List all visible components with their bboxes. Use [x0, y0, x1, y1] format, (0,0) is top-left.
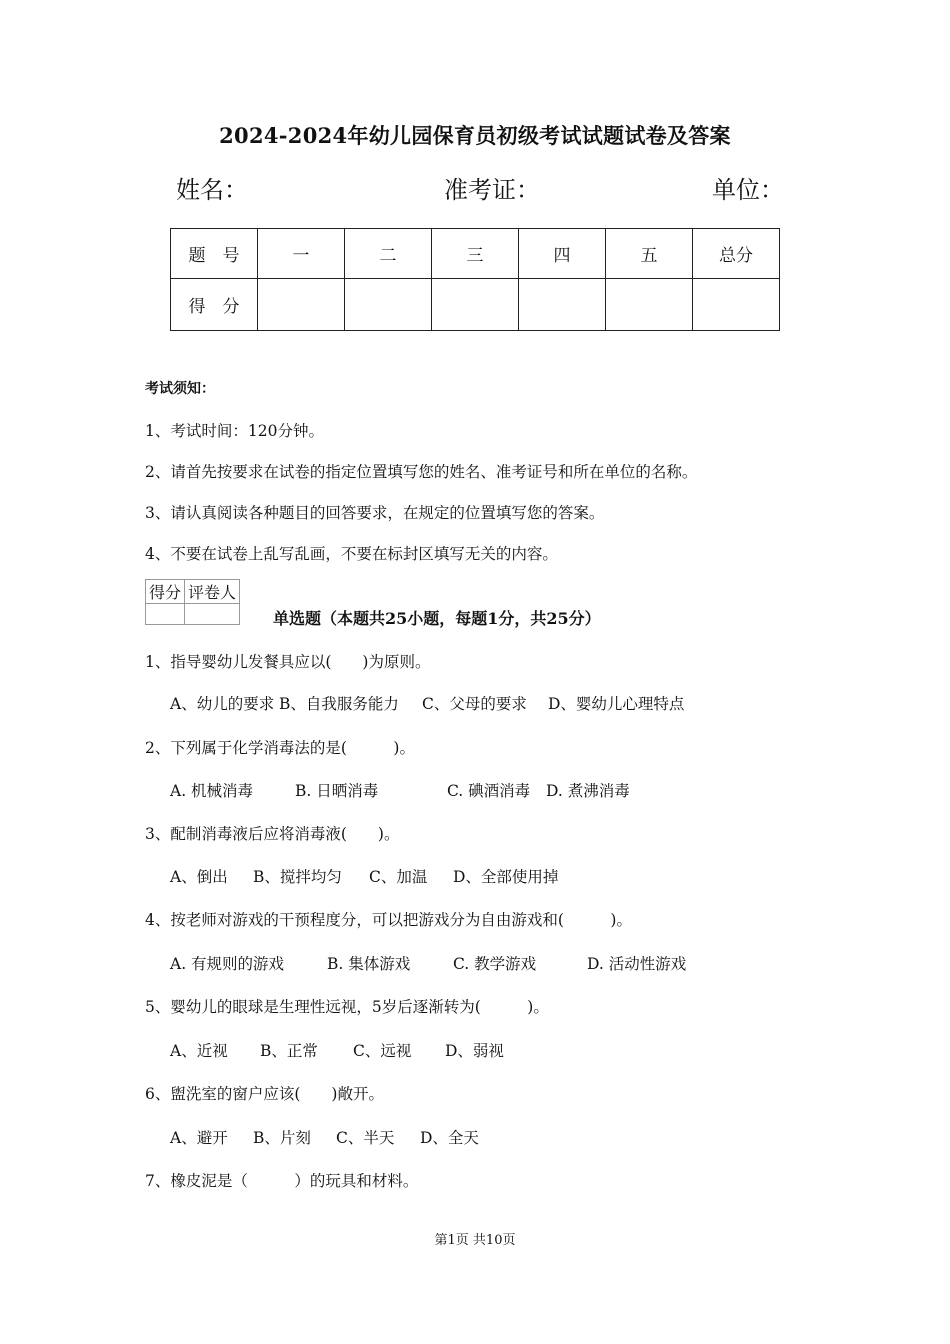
question-4: 4、按老师对游戏的干预程度分，可以把游戏分为自由游戏和( )。 [145, 911, 632, 929]
header-cell-total: 总分 [693, 229, 780, 279]
notice-item: 2、请首先按要求在试卷的指定位置填写您的姓名、准考证号和所在单位的名称。 [145, 463, 698, 481]
header-cell-3: 三 [432, 229, 519, 279]
question-1-options [170, 692, 684, 714]
unit-field-label: 单位： [712, 176, 784, 204]
grader-score-label: 得分 [146, 580, 185, 604]
score-cell [432, 279, 519, 331]
option: C、父母的要求 [422, 695, 527, 713]
option: D、全部使用掉 [453, 868, 559, 886]
header-cell-1: 一 [258, 229, 345, 279]
score-table-header-row [171, 229, 780, 279]
question-5: 5、婴幼儿的眼球是生理性远视，5岁后逐渐转为( )。 [145, 998, 549, 1016]
score-cell [345, 279, 432, 331]
notice-item: 1、考试时间：120分钟。 [145, 422, 324, 440]
score-cell [693, 279, 780, 331]
option: A、倒出 [170, 868, 228, 886]
option: C、加温 [369, 868, 428, 886]
header-cell-5: 五 [606, 229, 693, 279]
score-cell [606, 279, 693, 331]
notice-item: 4、不要在试卷上乱写乱画，不要在标封区填写无关的内容。 [145, 545, 558, 563]
question-6: 6、盥洗室的窗户应该( )敞开。 [145, 1085, 384, 1103]
option: D、婴幼儿心理特点 [548, 695, 685, 713]
option: D、弱视 [445, 1042, 504, 1060]
question-5-options [170, 1039, 504, 1061]
header-cell-2: 二 [345, 229, 432, 279]
grader-score-cell [146, 604, 185, 625]
option: A、近视 [170, 1042, 228, 1060]
question-2-options [170, 779, 630, 801]
option: A. 机械消毒 [170, 782, 254, 800]
score-cell [258, 279, 345, 331]
option: C. 碘酒消毒 [447, 782, 531, 800]
exam-id-field-label: 准考证： [444, 176, 540, 204]
grader-reviewer-cell [185, 604, 240, 625]
option: A. 有规则的游戏 [170, 955, 285, 973]
score-table [170, 228, 780, 331]
page-footer: 第1页 共10页 [434, 1233, 516, 1248]
document-title: 2024-2024年幼儿园保育员初级考试试题试卷及答案 [219, 123, 731, 148]
option: D. 煮沸消毒 [546, 782, 630, 800]
option: C. 教学游戏 [453, 955, 537, 973]
option: B、片刻 [253, 1129, 311, 1147]
question-1: 1、指导婴幼儿发餐具应以( )为原则。 [145, 653, 431, 671]
option: C、远视 [353, 1042, 412, 1060]
option: B、自我服务能力 [279, 695, 399, 713]
score-row-label: 得 分 [171, 279, 258, 331]
question-4-options [170, 952, 686, 974]
option: D、全天 [420, 1129, 479, 1147]
option: B、正常 [260, 1042, 318, 1060]
section-title: 单选题（本题共25小题，每题1分，共25分） [273, 609, 601, 628]
option: D. 活动性游戏 [587, 955, 687, 973]
option: B、搅拌均匀 [253, 868, 342, 886]
notice-heading: 考试须知： [145, 381, 215, 397]
option: C、半天 [336, 1129, 395, 1147]
option: A、幼儿的要求 [170, 695, 275, 713]
header-cell-label: 题 号 [171, 229, 258, 279]
option: B. 集体游戏 [327, 955, 411, 973]
question-2: 2、下列属于化学消毒法的是( )。 [145, 739, 415, 757]
question-7: 7、橡皮泥是（ ）的玩具和材料。 [145, 1172, 419, 1190]
header-cell-4: 四 [519, 229, 606, 279]
question-3-options [170, 865, 558, 887]
score-table-score-row [171, 279, 780, 331]
score-cell [519, 279, 606, 331]
name-field-label: 姓名： [176, 176, 248, 204]
grader-table [145, 579, 240, 625]
notice-item: 3、请认真阅读各种题目的回答要求，在规定的位置填写您的答案。 [145, 504, 605, 522]
question-3: 3、配制消毒液后应将消毒液( )。 [145, 825, 400, 843]
question-6-options [170, 1126, 479, 1148]
grader-reviewer-label: 评卷人 [185, 580, 240, 604]
option: B. 日晒消毒 [295, 782, 379, 800]
option: A、避开 [170, 1129, 228, 1147]
